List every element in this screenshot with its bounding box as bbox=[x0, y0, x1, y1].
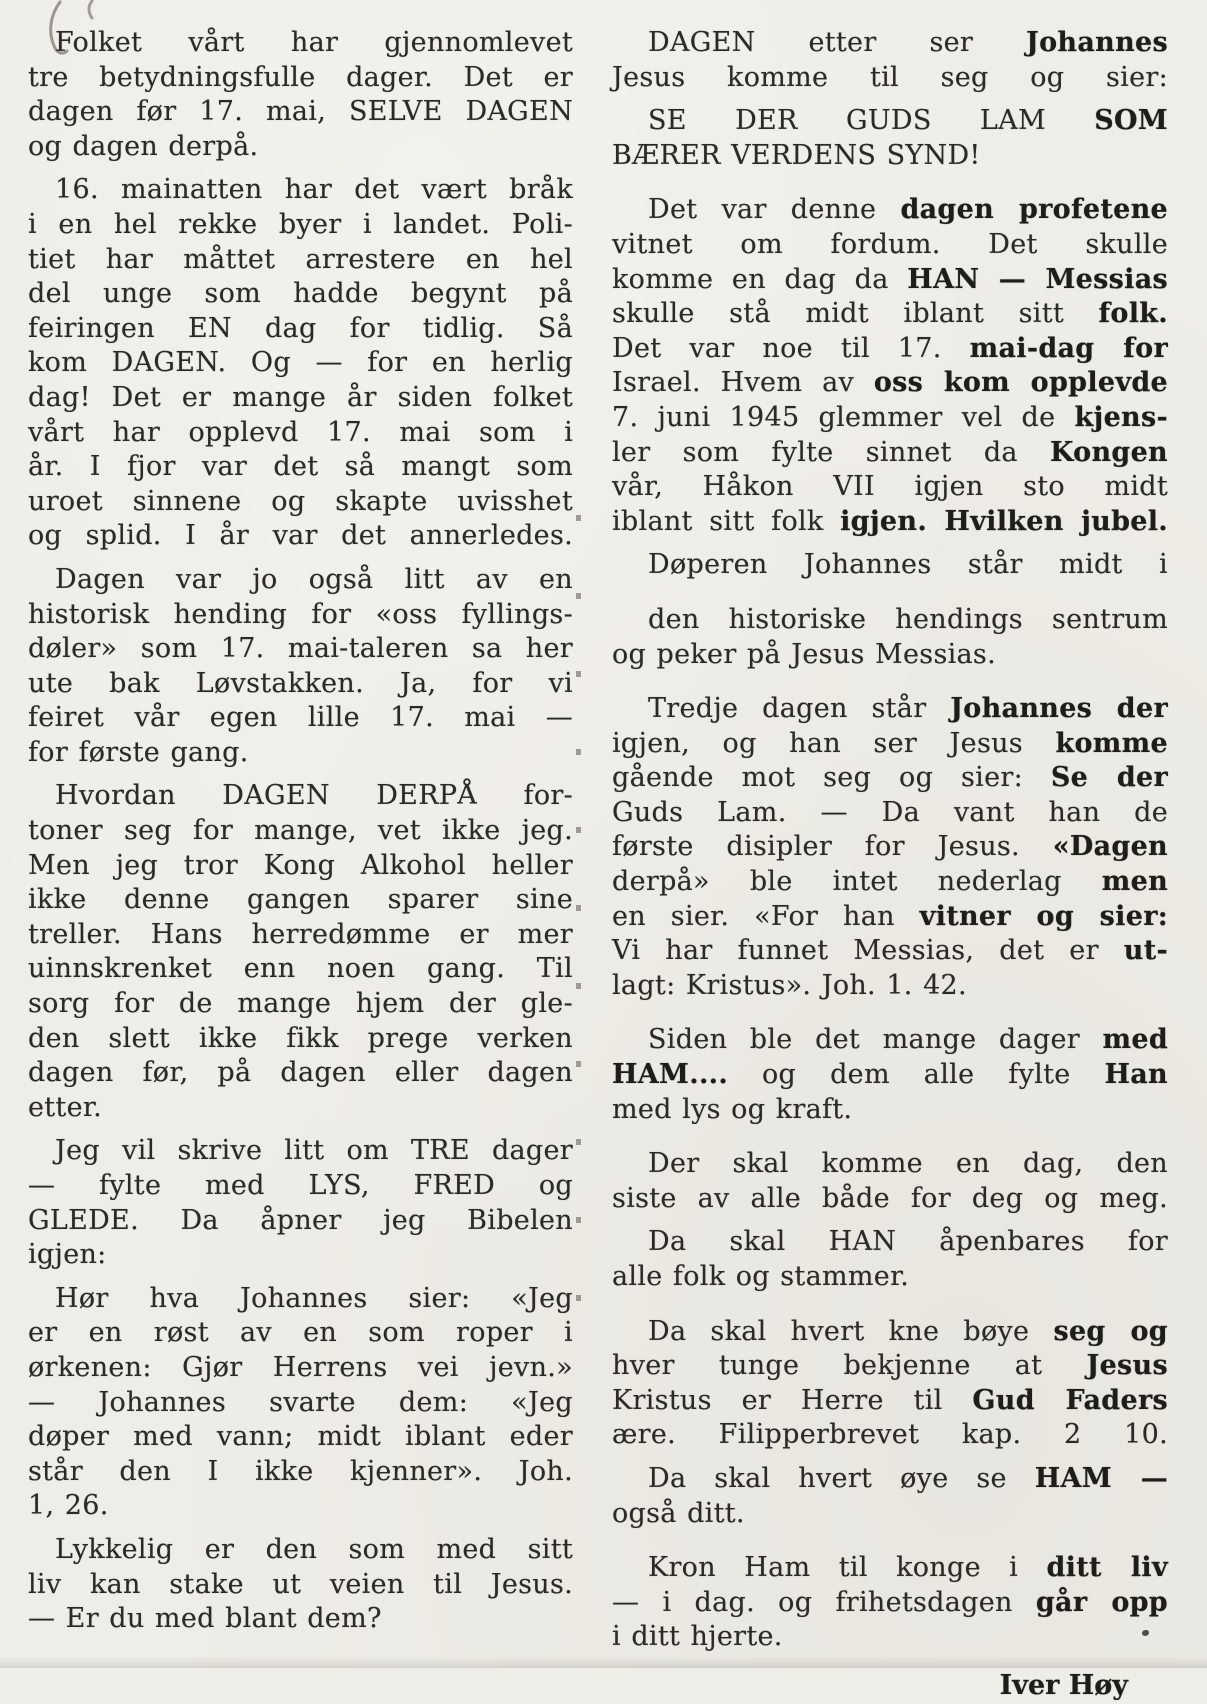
text-run: DAGEN etter ser bbox=[648, 27, 1027, 58]
bold-text-run: vitner og sier: bbox=[919, 900, 1168, 932]
bold-text-run: Jesus bbox=[1086, 1350, 1168, 1382]
text-line bbox=[612, 692, 1168, 727]
paragraph bbox=[612, 692, 1168, 1003]
author-signature: Iver Høy bbox=[999, 1669, 1128, 1701]
text-run: 1, 26. bbox=[28, 1490, 109, 1522]
text-line bbox=[28, 736, 573, 771]
bold-text-run: Han bbox=[1104, 1059, 1168, 1091]
text-line bbox=[612, 1586, 1168, 1621]
text-run: iblant sitt folk bbox=[612, 505, 841, 537]
text-run: ære. Filipperbrevet kap. 2 10. bbox=[612, 1419, 1168, 1451]
text-line bbox=[28, 346, 573, 381]
bold-text-run: Se der bbox=[1050, 762, 1168, 794]
text-run: første disipler for Jesus. bbox=[612, 831, 1053, 863]
text-run: SE DER GUDS LAM bbox=[648, 105, 1095, 137]
text-line bbox=[28, 243, 573, 278]
text-line bbox=[28, 277, 573, 312]
text-line bbox=[28, 130, 573, 165]
text-run: tiet har måttet arrestere en hel bbox=[28, 243, 573, 275]
article-column-left bbox=[28, 26, 573, 1637]
bold-text-run: men bbox=[1101, 866, 1168, 898]
text-line bbox=[612, 1497, 1168, 1532]
text-line bbox=[28, 485, 573, 520]
text-line bbox=[612, 1620, 1168, 1655]
text-run: kom DAGEN. Og — for en herlig bbox=[28, 347, 573, 379]
text-line bbox=[28, 173, 573, 208]
text-run: Der skal komme en dag, den bbox=[648, 1148, 1168, 1180]
text-run: Dagen var jo også litt av en bbox=[55, 563, 573, 595]
text-line bbox=[28, 1533, 573, 1568]
text-line bbox=[612, 401, 1168, 436]
text-run: også ditt. bbox=[612, 1497, 745, 1529]
paragraph bbox=[612, 193, 1168, 539]
text-run: 16. mainatten har det vært bråk bbox=[55, 174, 573, 206]
text-run: toner seg for mange, vet ikke jeg. bbox=[28, 815, 573, 847]
text-line bbox=[612, 727, 1168, 762]
text-line bbox=[28, 1351, 573, 1386]
paragraph bbox=[612, 1225, 1168, 1294]
text-line bbox=[612, 263, 1168, 298]
text-run: lagt: Kristus». Joh. 1. 42. bbox=[612, 969, 967, 1001]
text-run: Det var noe til 17. bbox=[612, 332, 970, 364]
bold-text-run: Johannes der bbox=[950, 693, 1168, 725]
text-run: Kron Ham til konge i bbox=[648, 1552, 1047, 1584]
text-run: Hvordan DAGEN DERPÅ for- bbox=[55, 780, 573, 812]
text-run: år. I fjor var det så mangt som bbox=[28, 451, 573, 483]
text-run: igjen, og han ser Jesus bbox=[612, 727, 1056, 759]
text-run: med lys og kraft. bbox=[612, 1093, 853, 1125]
text-line bbox=[612, 1182, 1168, 1217]
text-run: Det var denne bbox=[648, 194, 901, 226]
text-line bbox=[612, 638, 1168, 673]
print-specks bbox=[576, 515, 581, 1315]
text-line bbox=[612, 1462, 1168, 1497]
text-line bbox=[612, 1058, 1168, 1093]
text-line bbox=[28, 1169, 573, 1204]
text-line bbox=[28, 1602, 573, 1637]
text-line bbox=[612, 969, 1168, 1004]
paragraph bbox=[612, 1023, 1168, 1127]
bold-text-run: Gud Faders bbox=[972, 1384, 1168, 1416]
text-run: alle folk og stammer. bbox=[612, 1261, 910, 1292]
text-line bbox=[28, 416, 573, 451]
text-run: ørkenen: Gjør Herrens vei jevn.» bbox=[28, 1351, 573, 1383]
text-run: Guds Lam. — Da vant han de bbox=[612, 796, 1168, 828]
text-run: og splid. I år var det annerledes. bbox=[28, 520, 573, 552]
text-run: Tredje dagen står bbox=[648, 693, 951, 725]
text-line bbox=[612, 61, 1168, 96]
text-line bbox=[28, 814, 573, 849]
bold-text-run: seg og bbox=[1053, 1315, 1168, 1347]
bold-text-run: folk. bbox=[1098, 298, 1168, 330]
text-line bbox=[28, 667, 573, 702]
text-run: treller. Hans herredømme er mer bbox=[28, 918, 573, 950]
text-run: dagen før 17. mai, SELVE DAGEN bbox=[28, 96, 573, 128]
bold-text-run: HAM — bbox=[1034, 1462, 1169, 1494]
text-line bbox=[612, 1225, 1168, 1260]
text-line bbox=[612, 1093, 1168, 1128]
text-line bbox=[612, 548, 1168, 583]
paragraph bbox=[28, 26, 573, 164]
text-run: og dem alle fylte bbox=[728, 1059, 1105, 1091]
text-line bbox=[612, 139, 1168, 174]
text-run: BÆRER VERDENS SYND! bbox=[612, 139, 981, 171]
text-line bbox=[28, 632, 573, 667]
article-column-right bbox=[612, 26, 1168, 1704]
text-run: — i dag. og frihetsdagen bbox=[612, 1586, 1036, 1618]
text-run: står den I ikke kjenner». Joh. bbox=[28, 1455, 573, 1487]
text-line bbox=[28, 563, 573, 598]
text-line bbox=[612, 1418, 1168, 1453]
bold-text-run: oss kom opplevde bbox=[873, 367, 1169, 399]
bold-text-run: «Dagen bbox=[1052, 831, 1168, 863]
text-run: feiret vår egen lille 17. mai — bbox=[28, 702, 573, 734]
paragraph bbox=[612, 1462, 1168, 1531]
text-line bbox=[612, 865, 1168, 900]
bold-text-run: igjen. Hvilken jubel. bbox=[840, 505, 1168, 537]
text-line bbox=[612, 332, 1168, 367]
text-line bbox=[28, 381, 573, 416]
text-line bbox=[28, 1455, 573, 1490]
bold-text-run: kjens- bbox=[1074, 401, 1168, 433]
bold-text-run: SOM bbox=[1094, 105, 1168, 137]
text-run: Siden ble det mange dager bbox=[648, 1024, 1103, 1056]
text-run: dagen før, på dagen eller dagen bbox=[28, 1057, 573, 1089]
text-run: dag! Det er mange år siden folket bbox=[28, 381, 573, 413]
paragraph bbox=[28, 1533, 573, 1637]
paragraph-container bbox=[612, 26, 1168, 1655]
text-run: 7. juni 1945 glemmer vel de bbox=[612, 401, 1075, 433]
text-line bbox=[28, 1204, 573, 1239]
text-run: vår, Håkon VII igjen sto midt bbox=[612, 471, 1168, 503]
text-line bbox=[28, 849, 573, 884]
text-line bbox=[28, 1134, 573, 1169]
text-line bbox=[28, 1091, 573, 1126]
text-line bbox=[28, 918, 573, 953]
text-line bbox=[28, 26, 573, 61]
text-run: liv kan stake ut veien til Jesus. bbox=[28, 1568, 573, 1600]
paragraph bbox=[612, 1315, 1168, 1453]
text-run: og peker på Jesus Messias. bbox=[612, 638, 996, 670]
paragraph bbox=[28, 1282, 573, 1524]
text-line bbox=[612, 796, 1168, 831]
text-run: for første gang. bbox=[28, 736, 249, 768]
text-line bbox=[28, 1022, 573, 1057]
text-line bbox=[28, 1568, 573, 1603]
text-run: derpå» ble intet nederlag bbox=[612, 866, 1102, 898]
text-run: Da skal hvert kne bøye bbox=[648, 1315, 1054, 1347]
text-run: Døperen Johannes står midt i bbox=[648, 549, 1168, 581]
text-line bbox=[612, 1384, 1168, 1419]
paragraph bbox=[612, 104, 1168, 173]
bold-text-run: dagen profetene bbox=[900, 194, 1169, 226]
text-run: ute bak Løvstakken. Ja, for vi bbox=[28, 667, 573, 699]
text-run: komme en dag da bbox=[612, 263, 908, 295]
bold-text-run: går opp bbox=[1035, 1586, 1168, 1618]
bold-text-run: ditt liv bbox=[1046, 1552, 1168, 1584]
text-run: Jesus komme til seg og sier: bbox=[612, 61, 1168, 93]
bold-text-run: Johannes bbox=[1026, 27, 1168, 58]
text-run: den slett ikke fikk prege verken bbox=[28, 1022, 573, 1054]
text-run: del unge som hadde begynt på bbox=[28, 278, 573, 310]
text-line bbox=[612, 1551, 1168, 1586]
text-run: vårt har opplevd 17. mai som i bbox=[28, 416, 573, 448]
text-run: er en røst av en som roper i bbox=[28, 1317, 573, 1349]
text-line bbox=[612, 1349, 1168, 1384]
text-line bbox=[28, 952, 573, 987]
text-run: Folket vårt har gjennomlevet bbox=[55, 27, 573, 58]
text-line bbox=[612, 228, 1168, 263]
paragraph bbox=[28, 779, 573, 1125]
text-run: Da skal HAN åpenbares for bbox=[648, 1226, 1168, 1258]
text-line bbox=[28, 1056, 573, 1091]
text-line bbox=[28, 1489, 573, 1524]
text-run: Hør hva Johannes sier: «Jeg bbox=[55, 1282, 573, 1314]
bold-text-run: HAN — Messias bbox=[907, 263, 1169, 295]
text-run: Men jeg tror Kong Alkohol heller bbox=[28, 849, 573, 881]
text-line bbox=[28, 883, 573, 918]
text-run: uroet sinnene og skapte uvisshet bbox=[28, 485, 573, 517]
bold-text-run: med bbox=[1102, 1024, 1168, 1056]
text-run: uinnskrenket enn noen gang. Til bbox=[28, 953, 573, 985]
text-run: GLEDE. Da åpner jeg Bibelen bbox=[28, 1204, 573, 1236]
text-run: — fylte med LYS, FRED og bbox=[28, 1170, 573, 1201]
bold-text-run: komme bbox=[1055, 727, 1168, 759]
text-line bbox=[612, 366, 1168, 401]
text-line bbox=[28, 701, 573, 736]
text-run: ikke denne gangen sparer sine bbox=[28, 884, 573, 916]
text-run: ler som fylte sinnet da bbox=[612, 436, 1050, 468]
text-run: den historiske hendings sentrum bbox=[648, 603, 1168, 635]
text-run: en sier. «For han bbox=[612, 900, 920, 932]
text-run: i ditt hjerte. bbox=[612, 1621, 783, 1653]
text-run: tre betydningsfulle dager. Det er bbox=[28, 61, 573, 93]
text-line bbox=[612, 934, 1168, 969]
paragraph bbox=[612, 548, 1168, 583]
text-run: igjen: bbox=[28, 1239, 107, 1271]
text-line bbox=[28, 519, 573, 554]
text-line bbox=[612, 1023, 1168, 1058]
text-run: historisk hending for «oss fyllings- bbox=[28, 598, 573, 630]
paragraph bbox=[612, 603, 1168, 672]
text-run: siste av alle både for deg og meg. bbox=[612, 1182, 1168, 1214]
text-run: gående mot seg og sier: bbox=[612, 762, 1051, 794]
text-run: etter. bbox=[28, 1091, 102, 1123]
text-run: og dagen derpå. bbox=[28, 130, 259, 162]
bold-text-run: HAM.... bbox=[612, 1059, 729, 1091]
text-line bbox=[28, 208, 573, 243]
text-line bbox=[612, 1147, 1168, 1182]
text-line bbox=[28, 450, 573, 485]
text-run: skulle stå midt iblant sitt bbox=[612, 298, 1099, 330]
paragraph bbox=[28, 563, 573, 771]
text-run: Vi har funnet Messias, det er bbox=[612, 935, 1124, 967]
text-line bbox=[28, 95, 573, 130]
text-line bbox=[28, 779, 573, 814]
text-line bbox=[612, 470, 1168, 505]
bold-text-run: ut- bbox=[1123, 935, 1168, 967]
text-line bbox=[28, 61, 573, 96]
bold-text-run: mai-dag for bbox=[969, 332, 1168, 364]
text-line bbox=[612, 505, 1168, 540]
paragraph bbox=[28, 173, 573, 554]
text-run: — Johannes svarte dem: «Jeg bbox=[28, 1386, 573, 1418]
text-run: i en hel rekke byer i landet. Poli- bbox=[28, 208, 573, 240]
text-run: feiringen EN dag for tidlig. Så bbox=[28, 312, 573, 344]
text-line bbox=[28, 1238, 573, 1273]
text-line bbox=[612, 297, 1168, 332]
text-line bbox=[28, 1316, 573, 1351]
text-line bbox=[612, 193, 1168, 228]
text-line bbox=[612, 761, 1168, 796]
text-run: Lykkelig er den som med sitt bbox=[55, 1533, 573, 1565]
text-line bbox=[612, 1260, 1168, 1295]
text-run: sorg for de mange hjem der gle- bbox=[28, 988, 573, 1020]
text-line bbox=[28, 312, 573, 347]
paragraph bbox=[612, 1551, 1168, 1655]
paragraph bbox=[28, 1134, 573, 1272]
page-edge-shadow bbox=[0, 1656, 1207, 1668]
text-run: Israel. Hvem av bbox=[612, 367, 874, 399]
text-run: vitnet om fordum. Det skulle bbox=[612, 228, 1168, 260]
text-run: døper med vann; midt iblant eder bbox=[28, 1421, 573, 1453]
text-line bbox=[612, 900, 1168, 935]
text-run: hver tunge bekjenne at bbox=[612, 1350, 1087, 1382]
text-line bbox=[28, 598, 573, 633]
text-run: døler» som 17. mai-taleren sa her bbox=[28, 633, 573, 665]
text-line bbox=[612, 1315, 1168, 1350]
text-line bbox=[28, 1420, 573, 1455]
text-run: — Er du med blant dem? bbox=[28, 1603, 382, 1635]
text-line bbox=[612, 603, 1168, 638]
text-run: Da skal hvert øye se bbox=[648, 1462, 1035, 1494]
text-line bbox=[612, 26, 1168, 61]
paragraph bbox=[612, 26, 1168, 95]
text-run: Jeg vil skrive litt om TRE dager bbox=[55, 1135, 573, 1167]
text-line bbox=[612, 830, 1168, 865]
text-line bbox=[28, 987, 573, 1022]
text-line bbox=[28, 1386, 573, 1421]
text-line bbox=[612, 104, 1168, 139]
text-line bbox=[612, 436, 1168, 471]
text-run: Kristus er Herre til bbox=[612, 1384, 973, 1416]
bold-text-run: Kongen bbox=[1049, 436, 1168, 468]
text-line bbox=[28, 1282, 573, 1317]
paragraph bbox=[612, 1147, 1168, 1216]
